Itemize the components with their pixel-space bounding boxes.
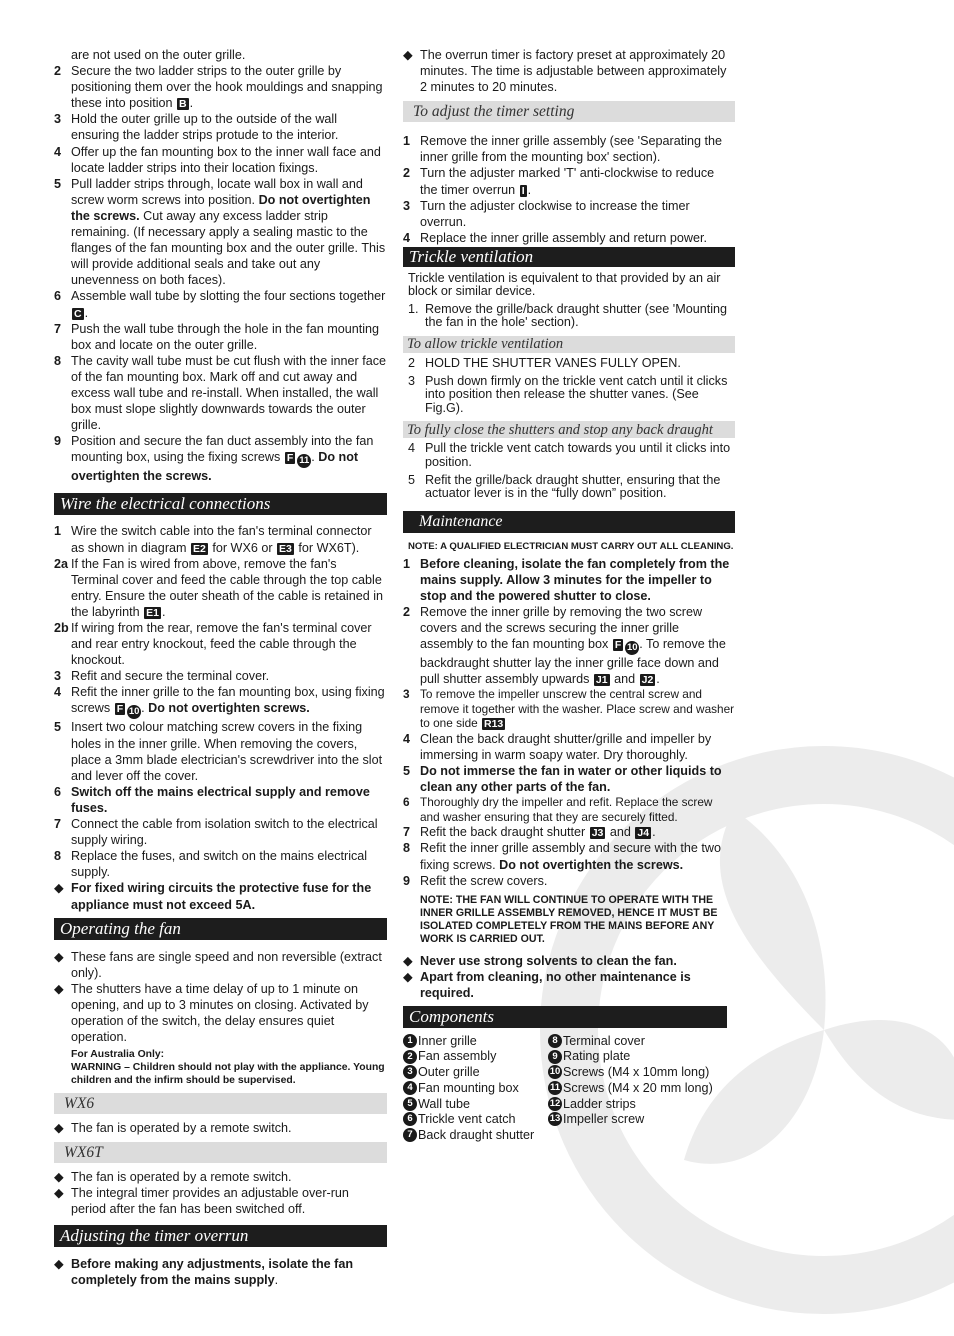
- numbered-step: [403, 198, 735, 230]
- text-span: . To remove the backdraught shutter lay the inner grille face down and pull shutter assembly upwards: [420, 637, 726, 687]
- part-number-circle: 9: [548, 1050, 562, 1064]
- wire-steps-list: [54, 523, 387, 912]
- part-number-circle: 1: [403, 1034, 417, 1048]
- bullet-text: The shutters have a time delay of up to 1 minute on opening, and up to 3 minutes on closing. Activated by operation of the switch, the delay ensures quiet operation.: [71, 981, 369, 1045]
- text-span: and: [610, 672, 639, 687]
- step-number: 7: [403, 825, 411, 840]
- step-number: 8: [54, 353, 62, 368]
- text-span: Remove the inner grille by removing the two screw covers and the screws securing the inner grille assembly to the fan mounting box: [420, 605, 703, 652]
- step-text: [420, 731, 735, 763]
- figure-ref-badge: F: [286, 452, 294, 465]
- operating-bullets: [54, 949, 387, 1046]
- numbered-step: [403, 873, 735, 889]
- component-name: Wall tube: [418, 1096, 471, 1111]
- numbered-step: [54, 321, 387, 353]
- numbered-step: [403, 795, 735, 824]
- step-text: Refit the grille/back draught shutter, ensuring that the actuator lever is in the “fully down” position.: [425, 473, 721, 501]
- step-number: 3: [403, 198, 411, 213]
- step-text: [420, 840, 735, 872]
- diamond-bullet-icon: ◆: [403, 969, 413, 984]
- step-text: [71, 668, 387, 684]
- bullet-item: [54, 949, 387, 981]
- step-number: 2: [403, 605, 411, 620]
- numbered-step: [54, 63, 387, 111]
- maintenance-bullets: [403, 953, 735, 1001]
- bold-text: Do not overtighten the screws.: [499, 857, 684, 872]
- part-number-circle: 4: [403, 1081, 417, 1095]
- step-number: 8: [403, 841, 411, 856]
- bullet-text: These fans are single speed and non reversible (extract only).: [71, 949, 382, 980]
- step-text: [420, 556, 735, 604]
- text-span: Refit the inner grille to the fan mounting box, using fixing screws: [71, 685, 385, 716]
- step-text: [71, 353, 387, 433]
- maintenance-steps-list: [403, 556, 735, 889]
- figure-ref-badge: F: [614, 639, 622, 652]
- allow-steps-list: [403, 357, 735, 416]
- component-item: [548, 1111, 713, 1127]
- step-text: [71, 176, 387, 289]
- text-span: Refit and secure the terminal cover.: [71, 669, 270, 684]
- trickle-step-1: [408, 303, 735, 330]
- text-span: .: [161, 604, 166, 619]
- section-heading-wire: Wire the electrical connections: [54, 493, 387, 515]
- step-text: [420, 133, 735, 165]
- step-text: [420, 873, 735, 889]
- numbered-step: [54, 111, 387, 143]
- step-text: [71, 321, 387, 353]
- part-number-circle: 10: [626, 642, 638, 654]
- component-item: [548, 1049, 713, 1065]
- step-number: 5: [54, 720, 62, 735]
- step-text: [420, 763, 735, 795]
- text-span: Clean the back draught shutter/grille and impeller by immersing in warm soapy water. Dry thoroughly.: [420, 731, 712, 763]
- part-number-circle: 6: [403, 1112, 417, 1126]
- step-number: 2: [403, 166, 411, 181]
- numbered-step: [54, 784, 387, 816]
- right-column: [403, 47, 735, 1143]
- text-span: Turn the adjuster clockwise to increase the timer overrun.: [420, 198, 690, 229]
- numbered-step: [54, 684, 387, 719]
- intro-text: are not used on the outer grille.: [71, 48, 246, 62]
- step-text: [71, 848, 387, 880]
- text-span: .: [141, 701, 149, 716]
- trickle-block: [403, 272, 735, 330]
- step-number: 2a: [54, 556, 69, 571]
- numbered-step: [54, 816, 387, 848]
- section-heading-components: Components: [403, 1006, 727, 1028]
- text-span: The cavity wall tube must be cut flush with the inner face of the fan mounting box. Mark off and cut away and excess wall tube and re-install. When installed, the wall box must slope slightly downwards towards the outer grille.: [71, 353, 386, 433]
- part-number-circle: 8: [548, 1034, 562, 1048]
- text-span: Pull ladder strips through, locate wall box in wall and screw worm screws into position.: [71, 176, 363, 207]
- text-span: Refit the inner grille assembly and secure with the two fixing screws.: [420, 841, 721, 872]
- step-text: [71, 556, 387, 620]
- figure-ref-badge: J2: [641, 674, 654, 687]
- step-number: 1: [54, 524, 62, 539]
- component-item: [548, 1096, 713, 1112]
- step-text: HOLD THE SHUTTER VANES FULLY OPEN.: [425, 355, 681, 370]
- part-number-circle: 5: [403, 1097, 417, 1111]
- figure-ref-badge: F: [116, 703, 124, 716]
- bullet-text: The fan is operated by a remote switch.: [71, 1170, 292, 1185]
- text-span: .: [84, 305, 89, 320]
- part-number-circle: 11: [299, 455, 310, 467]
- component-name: Terminal cover: [563, 1033, 645, 1048]
- numbered-step: [54, 719, 387, 783]
- numbered-step: [54, 523, 387, 555]
- plain-step: [408, 442, 735, 469]
- bullet-text: The integral timer provides an adjustable over-run period after the fan has been switched off.: [71, 1186, 349, 1217]
- step-text: [71, 433, 387, 484]
- step-number: 3: [403, 687, 410, 702]
- numbered-step: [403, 165, 735, 197]
- subheading-allow-trickle: To allow trickle ventilation: [403, 336, 735, 353]
- step-number: 8: [54, 849, 62, 864]
- section-heading-maintenance: Maintenance: [403, 511, 735, 533]
- component-name: Screws (M4 x 10mm long): [563, 1065, 710, 1080]
- numbered-step: [403, 763, 735, 795]
- subheading-adjust-timer: To adjust the timer setting: [403, 101, 735, 122]
- step-text: Push down firmly on the trickle vent catch until it clicks into position then release the shutter vanes. (See Fig.G).: [425, 373, 728, 415]
- step-text: [420, 198, 735, 230]
- figure-ref-badge: R13: [484, 718, 504, 731]
- step-number: 4: [403, 731, 411, 746]
- numbered-step: [403, 840, 735, 872]
- component-name: Rating plate: [563, 1049, 631, 1064]
- step-text: [71, 288, 387, 320]
- step-number: 1.: [408, 301, 419, 316]
- step-text: [420, 604, 735, 687]
- step-number: 1: [403, 134, 411, 149]
- step-text: [420, 230, 735, 246]
- text-span: Hold the outer grille up to the outside of the wall ensuring the ladder strips protude to the interior.: [71, 112, 339, 143]
- component-name: Inner grille: [418, 1033, 477, 1048]
- part-number-circle: 7: [403, 1128, 417, 1142]
- step-number: 1: [403, 556, 411, 571]
- step-number: 4: [408, 441, 416, 456]
- wx6t-bullets: [54, 1169, 387, 1217]
- subheading-wx6t: WX6T: [54, 1142, 387, 1163]
- subheading-close-shutters: To fully close the shutters and stop any back draught: [403, 421, 735, 438]
- plain-step: [408, 357, 735, 370]
- component-name: Ladder strips: [563, 1096, 636, 1111]
- step-number: 4: [54, 144, 62, 159]
- numbered-step: [403, 824, 735, 840]
- step-text: [71, 880, 387, 912]
- trickle-intro: Trickle ventilation is equivalent to that provided by an air block or similar device.: [408, 270, 721, 299]
- step-number: 5: [54, 176, 62, 191]
- component-item: [403, 1080, 548, 1096]
- overrun-bullet-text: The overrun timer is factory preset at approximately 20 minutes. The time is adjustable between approximately 2 minutes to 20 minutes.: [420, 48, 727, 95]
- numbered-step: [54, 288, 387, 320]
- bold-text: Do not immerse the fan in water or other liquids to clean any other parts of the fan.: [420, 764, 722, 795]
- text-span: .: [652, 825, 656, 840]
- text-span: Remove the inner grille assembly (see 'Separating the inner grille from the mounting box' section).: [420, 134, 723, 165]
- text-span: To remove the impeller unscrew the central screw and remove it together with the washer. Place screw and washer to one side: [420, 687, 735, 731]
- section-heading-operating: Operating the fan: [54, 918, 387, 940]
- text-span: If the Fan is wired from above, remove the fan's Terminal cover and feed the cable through the top cable entry. Ensure the outer sheath of the cable is retained in the labyrinth: [71, 556, 384, 619]
- components-column-2: [548, 1033, 713, 1143]
- diamond-bullet-icon: ◆: [54, 1186, 64, 1201]
- step-number: 3: [54, 669, 62, 684]
- step-text: [71, 816, 387, 848]
- step-text: [420, 165, 735, 197]
- bullet-item: [54, 1120, 387, 1136]
- diamond-bullet-icon: ◆: [54, 1121, 64, 1136]
- component-name: Impeller screw: [563, 1112, 645, 1127]
- maintenance-note: NOTE: A QUALIFIED ELECTRICIAN MUST CARRY OUT ALL CLEANING.: [408, 540, 734, 552]
- text-span: If wiring from the rear, remove the fan's terminal cover and rear entry knockout, feed the cable through the knockout.: [71, 621, 372, 668]
- plain-step: [408, 375, 735, 415]
- bullet-item: [403, 969, 735, 1001]
- subheading-wx6: WX6: [54, 1093, 387, 1114]
- numbered-step: [54, 433, 387, 484]
- text-span: Wire the switch cable into the fan's terminal connector as shown in diagram: [71, 524, 372, 555]
- plain-step: [408, 474, 735, 501]
- numbered-step: [403, 731, 735, 763]
- component-item: [403, 1033, 548, 1049]
- text-span: Turn the adjuster marked 'T' anti-clockwise to reduce the timer overrun: [420, 166, 715, 197]
- maintenance-warning: NOTE: THE FAN WILL CONTINUE TO OPERATE WITH THE INNER GRILLE ASSEMBLY REMOVED, HENCE IT MUST BE ISOLATED COMPLETELY FROM THE MAINS BEFORE ANY WORK IS CARRIED OUT.: [420, 893, 718, 945]
- step-text: [71, 620, 387, 668]
- text-span: .: [189, 96, 194, 111]
- text-span: Offer up the fan mounting box to the inner wall face and locate ladder strips into their location fixings.: [71, 144, 381, 175]
- component-item: [403, 1049, 548, 1065]
- text-span: .: [527, 182, 532, 197]
- step-number: 6: [403, 795, 410, 810]
- bold-text: Do not overtighten screws.: [148, 701, 310, 716]
- bold-text: Switch off the mains electrical supply and remove fuses.: [71, 784, 370, 815]
- part-number-circle: 10: [549, 1066, 561, 1078]
- australia-heading: For Australia Only:: [71, 1049, 165, 1061]
- numbered-step: [54, 620, 387, 668]
- text-span: Replace the fuses, and switch on the mains electrical supply.: [71, 849, 368, 880]
- component-item: [403, 1111, 548, 1127]
- section-heading-adjusting: Adjusting the timer overrun: [54, 1225, 387, 1247]
- step-text: Remove the grille/back draught shutter (see 'Mounting the fan in the hole' section).: [425, 301, 728, 330]
- components-column-1: [403, 1033, 548, 1143]
- numbered-step: [403, 556, 735, 604]
- text-span: for WX6 or: [208, 540, 277, 555]
- text-span: .: [311, 450, 319, 465]
- component-item: [403, 1127, 548, 1143]
- numbered-step: [54, 668, 387, 684]
- bullet-item: [403, 953, 735, 969]
- step-text: [71, 523, 387, 555]
- step-number: 4: [54, 685, 62, 700]
- diamond-bullet-icon: ◆: [54, 1170, 64, 1185]
- bold-text: Do not overtighten the screws.: [71, 192, 371, 223]
- step-text: [420, 687, 735, 731]
- figure-ref-badge: C: [74, 307, 82, 320]
- bullet-text: The fan is operated by a remote switch.: [71, 1121, 292, 1136]
- component-name: Outer grille: [418, 1065, 480, 1080]
- bullet-text: Never use strong solvents to clean the fan.: [420, 953, 677, 968]
- part-number-circle: 12: [549, 1097, 561, 1109]
- text-span: and: [606, 825, 635, 840]
- components-list: [403, 1033, 735, 1143]
- part-number-circle: 11: [549, 1081, 561, 1093]
- adjusting-warning: Before making any adjustments, isolate the fan completely from the mains supply: [71, 1256, 354, 1287]
- step-number: 2: [54, 64, 62, 79]
- figure-ref-badge: E3: [279, 542, 292, 555]
- part-number-circle: 10: [128, 706, 140, 718]
- step-number: 3: [54, 112, 62, 127]
- figure-ref-badge: E1: [146, 606, 159, 619]
- part-number-circle: 3: [403, 1065, 417, 1079]
- step-number: 5: [403, 764, 411, 779]
- adjusting-bullet: [54, 1256, 387, 1288]
- component-name: Back draught shutter: [418, 1127, 535, 1142]
- diamond-bullet-icon: ◆: [54, 949, 64, 964]
- component-item: [403, 1096, 548, 1112]
- numbered-step: [54, 556, 387, 620]
- component-item: [403, 1064, 548, 1080]
- text-span: for WX6T).: [294, 540, 360, 555]
- bold-text: For fixed wiring circuits the protective fuse for the appliance must not exceed 5A.: [71, 881, 372, 912]
- step-number: 4: [403, 230, 411, 245]
- bullet-item: [54, 1169, 387, 1185]
- component-item: [548, 1080, 713, 1096]
- ladder-steps-list: [54, 63, 387, 484]
- figure-ref-badge: J4: [637, 827, 650, 840]
- component-item: [548, 1064, 713, 1080]
- figure-ref-badge: B: [179, 98, 187, 111]
- step-text: Pull the trickle vent catch towards you until it clicks into position.: [425, 441, 731, 469]
- part-number-circle: 2: [403, 1050, 417, 1064]
- adjust-steps-list: [403, 133, 735, 246]
- step-number: 5: [408, 473, 416, 487]
- step-text: [71, 784, 387, 816]
- text-span: Connect the cable from isolation switch to the electrical supply wiring.: [71, 817, 378, 848]
- step-number: 6: [54, 289, 62, 304]
- step-number: 9: [54, 434, 62, 449]
- numbered-step: [403, 604, 735, 687]
- wx6-bullets: [54, 1120, 387, 1136]
- component-name: Fan assembly: [418, 1049, 497, 1064]
- text-span: Insert two colour matching screw covers in the fixing holes in the inner grille. When removing the covers, place a 3mm blade electrician's screwdriver into the slot and lever off the cover.: [71, 720, 383, 783]
- step-text: [420, 824, 735, 840]
- diamond-bullet-icon: ◆: [403, 953, 413, 968]
- text-span: Push the wall tube through the hole in the fan mounting box and locate on the outer grille.: [71, 321, 380, 352]
- step-number: ◆: [54, 881, 64, 896]
- component-name: Fan mounting box: [418, 1080, 519, 1095]
- step-number: 7: [54, 817, 62, 832]
- text-span: Position and secure the fan duct assembly into the fan mounting box, using the fixing screws: [71, 434, 374, 465]
- australia-warning: WARNING – Children should not play with the appliance. Young children and the infirm should be supervised.: [71, 1062, 385, 1087]
- numbered-step: [54, 880, 387, 912]
- component-item: [548, 1033, 713, 1049]
- step-number: 7: [54, 321, 62, 336]
- step-number: 9: [403, 873, 411, 888]
- numbered-step: [403, 230, 735, 246]
- text-span: Cut away any excess ladder strip remaining. (If necessary apply a sealing mastic to the flanges of the fan mounting box and the outer grille. This will provide additional seals and take out any unevenness on both faces).: [71, 208, 386, 288]
- bullet-item: [54, 981, 387, 1045]
- text-span: .: [656, 672, 660, 687]
- numbered-step: [54, 848, 387, 880]
- bullet-text: Apart from cleaning, no other maintenance is required.: [420, 969, 691, 1000]
- bold-text: Before cleaning, isolate the fan completely from the mains supply. Allow 3 minutes for the impeller to stop and the powered shutter to close.: [420, 556, 730, 603]
- figure-ref-badge: J1: [595, 674, 608, 687]
- component-name: Trickle vent catch: [418, 1112, 516, 1127]
- text-span: Assemble wall tube by slotting the four sections together: [71, 289, 386, 304]
- bullet-item: [54, 1185, 387, 1217]
- component-name: Screws (M4 x 20 mm long): [563, 1080, 713, 1095]
- step-text: [420, 795, 735, 824]
- text-span: Thoroughly dry the impeller and refit. Replace the screw and washer ensuring that they are securely fitted.: [420, 795, 713, 824]
- section-heading-trickle: Trickle ventilation: [403, 247, 735, 267]
- numbered-step: [54, 176, 387, 289]
- bold-text: Do not overtighten the screws.: [71, 450, 359, 484]
- step-text: [71, 684, 387, 719]
- text-span: Secure the two ladder strips to the outer grille by positioning them over the hook mouldings and snapping these into position: [71, 64, 383, 111]
- numbered-step: [403, 133, 735, 165]
- step-text: [71, 111, 387, 143]
- part-number-circle: 13: [549, 1113, 561, 1125]
- step-number: 3: [408, 373, 416, 388]
- text-span: Refit the screw covers.: [420, 873, 548, 888]
- numbered-step: [54, 144, 387, 176]
- step-number: 6: [54, 784, 62, 799]
- step-text: [71, 144, 387, 176]
- adjusting-warning-end: .: [274, 1272, 279, 1287]
- diamond-bullet-icon: ◆: [54, 981, 64, 996]
- step-text: [71, 63, 387, 111]
- overrun-bullet: [403, 47, 735, 95]
- step-text: [71, 719, 387, 783]
- close-steps-list: [403, 442, 735, 501]
- step-number: 2: [408, 355, 416, 370]
- step-number: 2b: [54, 621, 69, 635]
- numbered-step: [54, 353, 387, 433]
- numbered-step: [403, 687, 735, 731]
- diamond-bullet-icon: ◆: [403, 48, 413, 62]
- diamond-bullet-icon: ◆: [54, 1256, 64, 1271]
- left-column: [54, 47, 387, 1288]
- figure-ref-badge: E2: [193, 542, 206, 555]
- figure-ref-badge: J3: [591, 827, 604, 840]
- text-span: Replace the inner grille assembly and return power.: [420, 230, 708, 245]
- text-span: Refit the back draught shutter: [420, 825, 589, 840]
- figure-ref-badge: I: [521, 184, 525, 197]
